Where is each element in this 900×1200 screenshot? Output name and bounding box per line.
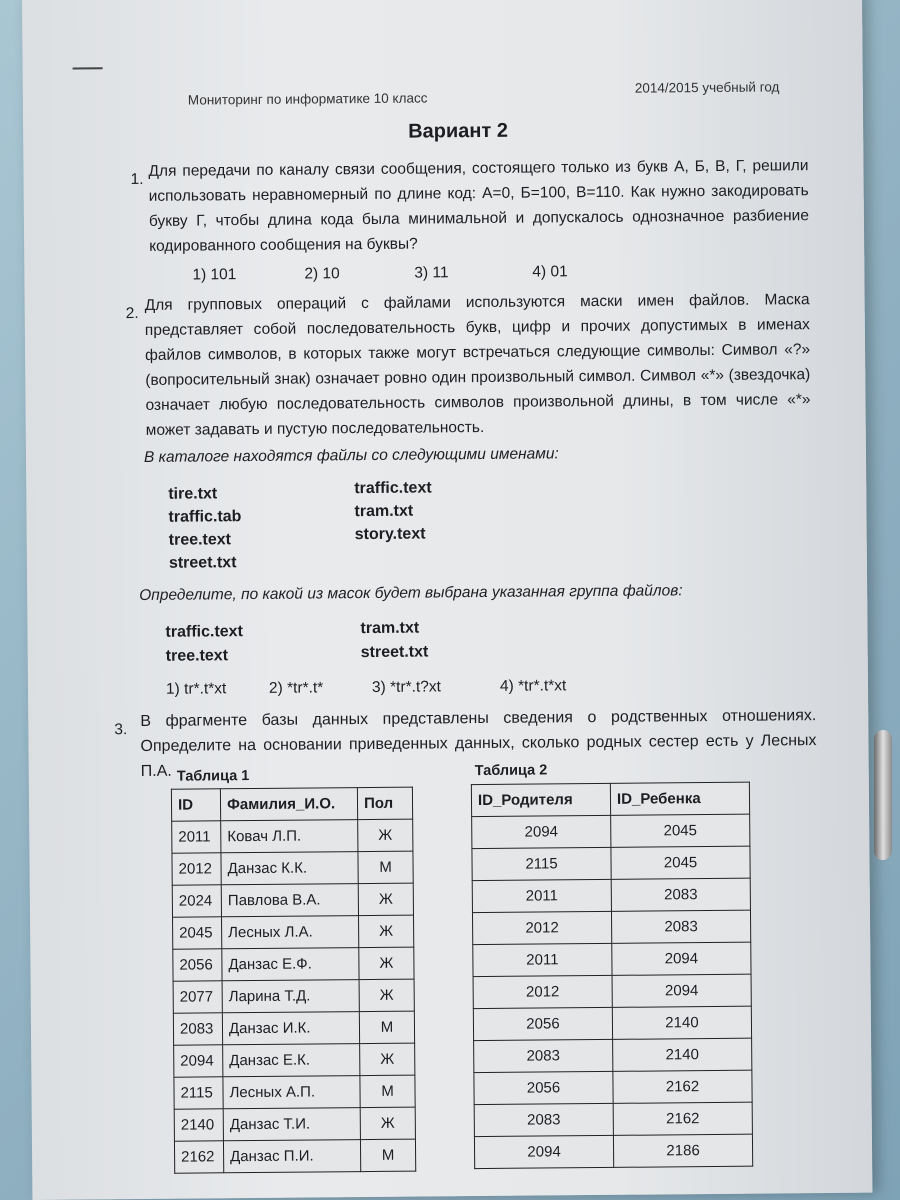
table-cell: 2083 xyxy=(611,878,750,911)
table-cell: 2094 xyxy=(474,1135,613,1168)
table-cell: Павлова В.А. xyxy=(221,884,358,917)
table-header-row xyxy=(471,782,749,816)
table-cell: 2024 xyxy=(172,885,221,917)
table-cell: 2056 xyxy=(473,1007,612,1040)
table-row xyxy=(173,947,414,981)
table-cell: Данзас Т.И. xyxy=(223,1108,360,1141)
file-name: traffic.tab xyxy=(168,508,242,526)
table-cell: М xyxy=(358,851,413,883)
table-cell: 2115 xyxy=(472,847,611,880)
table-cell: 2162 xyxy=(613,1102,752,1135)
worksheet-page xyxy=(22,0,872,1200)
table-row xyxy=(174,1043,415,1077)
file-name: street.txt xyxy=(168,554,237,572)
table-cell: М xyxy=(360,1075,415,1107)
table-cell: 2140 xyxy=(613,1038,752,1071)
question-1-number: 1. xyxy=(130,170,144,189)
table-cell: 2162 xyxy=(174,1141,223,1173)
table-row xyxy=(172,883,413,917)
table-cell: 2094 xyxy=(612,942,751,975)
table-cell: 2045 xyxy=(611,846,750,879)
table-cell: Ж xyxy=(359,979,414,1011)
table-cell: 2056 xyxy=(474,1071,613,1104)
header-right: 2014/2015 учебный год xyxy=(634,79,780,96)
catalog-intro: В каталоге находятся файлы со следующими именами: xyxy=(143,445,559,466)
table-row xyxy=(473,974,751,1008)
file-name: tire.txt xyxy=(168,485,218,503)
table-cell: Ж xyxy=(360,1107,415,1139)
group-list-left xyxy=(165,620,243,669)
table-cell: Ж xyxy=(358,883,413,915)
question-2-options xyxy=(166,673,567,701)
table-cell: 2011 xyxy=(472,879,611,912)
file-name: tree.text xyxy=(168,531,232,549)
table-cell: 2094 xyxy=(612,974,751,1007)
table-1-caption: Таблица 1 xyxy=(176,768,250,785)
question-3-number: 3. xyxy=(114,721,128,739)
file-name: traffic.text xyxy=(165,623,243,641)
header-left: Мониторинг по информатике 10 класс xyxy=(187,90,428,108)
table-cell: 2094 xyxy=(174,1045,223,1077)
table-cell: 2012 xyxy=(472,911,611,944)
file-name: tram.txt xyxy=(360,619,420,638)
table-row xyxy=(474,1102,752,1136)
table-row xyxy=(473,1006,751,1040)
table-cell: 2140 xyxy=(174,1109,223,1141)
table-cell: 2083 xyxy=(474,1103,613,1136)
table-cell: 2162 xyxy=(613,1070,752,1103)
table-cell: 2056 xyxy=(173,949,222,981)
margin-mark xyxy=(73,67,103,69)
table-row xyxy=(474,1134,752,1168)
table-row xyxy=(473,942,751,976)
table-cell: М xyxy=(360,1139,415,1171)
binder-ring xyxy=(874,730,892,860)
q1-option-1: 1) 101 xyxy=(192,266,237,284)
file-name: story.text xyxy=(354,525,426,544)
column-header: Фамилия_И.О. xyxy=(220,788,357,821)
question-2-text: Для групповых операций с файлами используются маски имен файлов. Маска представляет собой последовательность букв, цифр и прочих допустимых в именах файлов символов, в которых также могут встречаться следующие символы: Символ «?» (вопросительный знак) означает ровно один произвольный символ. Символ «*» (звездочка) означает любую последовательность символов произвольной длины, в том числе «*» может задавать и пустую последовательность. xyxy=(144,291,811,439)
table-cell: 2077 xyxy=(173,981,222,1013)
column-header: Пол xyxy=(357,787,412,819)
table-cell: Ковач Л.П. xyxy=(221,820,358,853)
table-cell: 2186 xyxy=(613,1134,752,1167)
table-row xyxy=(174,1075,415,1109)
question-1-text: Для передачи по каналу связи сообщения, состоящего только из букв А, Б, В, Г, решили использовать неравномерный по длине код: А=0, Б=100, В=110. Как нужно закодировать букву Г, чтобы длина кода была минимальной и допускалось однозначное разбиение кодированного сообщения на буквы? xyxy=(148,157,809,255)
file-name: tram.txt xyxy=(354,502,414,521)
table-cell: Ж xyxy=(360,1043,415,1075)
table-row xyxy=(173,979,414,1013)
table-cell: 2011 xyxy=(473,943,612,976)
table-cell: 2045 xyxy=(173,917,222,949)
q2-option-1: 1) tr*.t*xt xyxy=(165,680,227,698)
table-cell: Данзас Е.Ф. xyxy=(222,948,359,981)
table-1-body xyxy=(172,819,416,1173)
table-row xyxy=(173,1011,414,1045)
table-cell: 2083 xyxy=(611,910,750,943)
table-cell: Ж xyxy=(359,915,414,947)
q2-option-2: 2) *tr*.t* xyxy=(268,679,324,697)
table-cell: М xyxy=(359,1011,414,1043)
table-cell: Данзас Е.К. xyxy=(223,1044,360,1077)
table-cell: Ларина Т.Д. xyxy=(222,980,359,1013)
column-header: ID_Родителя xyxy=(471,783,610,816)
file-list-left xyxy=(168,482,242,575)
group-list-right xyxy=(360,616,428,665)
q2-option-3: 3) *tr*.t?xt xyxy=(371,678,442,696)
table-cell: 2083 xyxy=(474,1039,613,1072)
table-row xyxy=(172,851,413,885)
table-row xyxy=(173,915,414,949)
table-cell: 2012 xyxy=(473,975,612,1008)
q1-option-3: 3) 11 xyxy=(414,264,449,282)
column-header: ID_Ребенка xyxy=(610,782,749,815)
question-2-number: 2. xyxy=(125,304,139,323)
table-row xyxy=(174,1139,415,1173)
q1-option-4: 4) 01 xyxy=(532,263,568,281)
table-row xyxy=(474,1038,752,1072)
table-cell: Данзас И.К. xyxy=(222,1012,359,1045)
table-row xyxy=(172,819,413,853)
question-3-text: В фрагменте базы данных представлены сведения о родственных отношениях. Определите на основании приведенных данных, сколько родных сестер есть у Лесных П.А. xyxy=(140,707,817,780)
table-2-caption: Таблица 2 xyxy=(474,762,548,780)
table-cell: 2045 xyxy=(611,814,750,847)
table-1 xyxy=(171,787,416,1174)
table-row xyxy=(472,910,750,944)
file-name: tree.text xyxy=(165,647,229,665)
table-cell: 2012 xyxy=(172,853,221,885)
table-row xyxy=(472,878,750,912)
file-name: traffic.text xyxy=(354,479,432,498)
table-row xyxy=(474,1070,752,1104)
table-cell: Ж xyxy=(358,819,413,851)
table-cell: 2094 xyxy=(472,815,611,848)
file-list-right xyxy=(354,476,432,546)
table-2-body xyxy=(472,814,753,1168)
mask-question: Определите, по какой из масок будет выбрана указанная группа файлов: xyxy=(139,582,683,604)
table-cell: 2115 xyxy=(174,1077,223,1109)
table-row xyxy=(472,814,750,848)
table-row xyxy=(472,846,750,880)
table-row xyxy=(174,1107,415,1141)
table-cell: Данзас К.К. xyxy=(221,852,358,885)
q2-option-4: 4) *tr*.t*xt xyxy=(499,677,567,695)
q1-option-2: 2) 10 xyxy=(304,265,340,283)
page-title: Вариант 2 xyxy=(408,119,509,143)
table-cell: 2140 xyxy=(612,1006,751,1039)
table-2 xyxy=(471,782,753,1169)
table-cell: 2011 xyxy=(172,821,221,853)
table-cell: Лесных А.П. xyxy=(223,1076,360,1109)
column-header: ID xyxy=(171,789,220,821)
table-cell: Данзас П.И. xyxy=(223,1140,360,1173)
table-cell: Ж xyxy=(359,947,414,979)
question-1-options xyxy=(192,259,568,287)
table-header-row xyxy=(171,787,412,821)
table-cell: Лесных Л.А. xyxy=(222,916,359,949)
table-cell: 2083 xyxy=(173,1013,222,1045)
file-name: street.txt xyxy=(360,643,429,662)
